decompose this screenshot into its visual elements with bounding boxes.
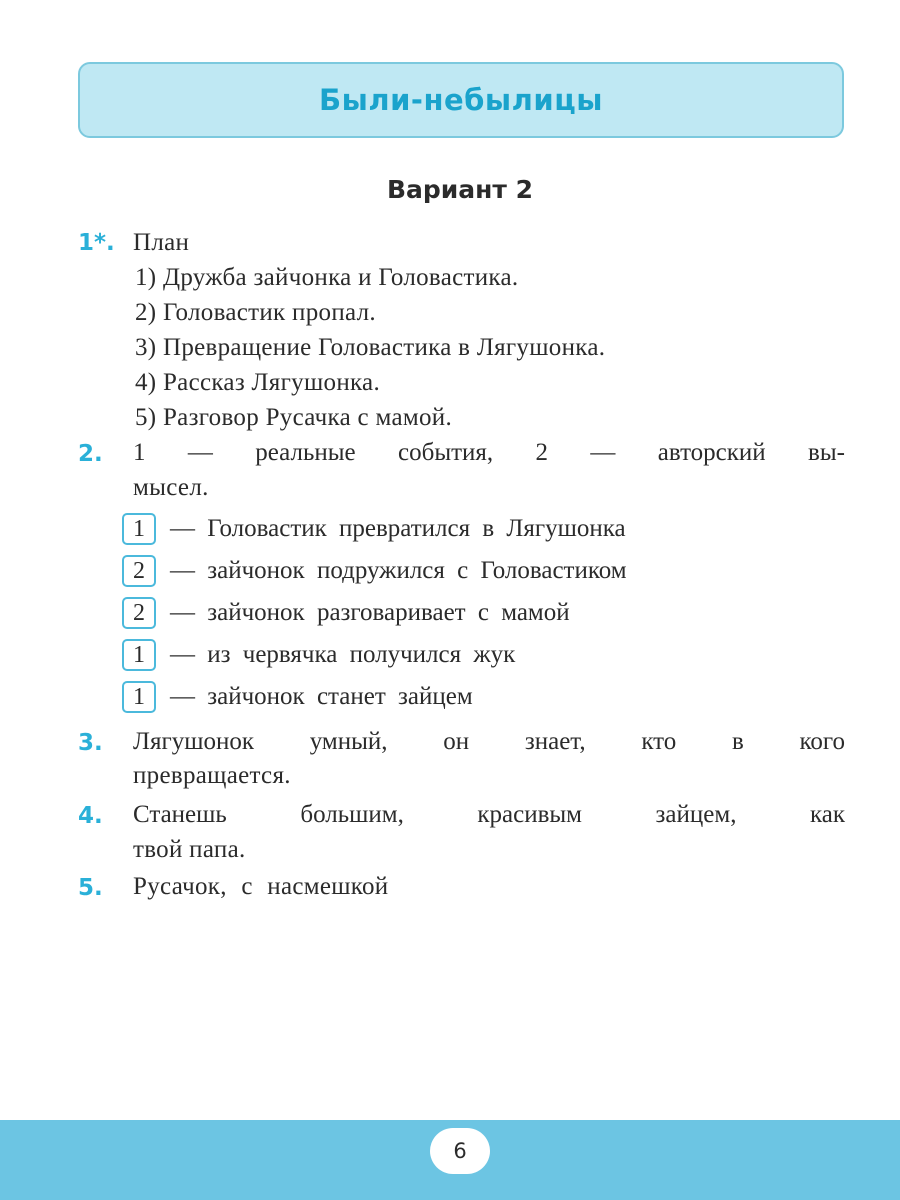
plan-item: 4) Рассказ Лягушонка. <box>135 369 381 396</box>
task-2-text-line: 1 — реальные события, 2 — авторский вы- <box>133 439 845 466</box>
task-1-number: 1*. <box>78 230 115 256</box>
variant-heading: Вариант 2 <box>386 175 534 204</box>
task-1-heading: План <box>133 229 190 256</box>
task-5-line: Русачок, с насмешкой <box>133 873 389 900</box>
answer-text: — зайчонок подружился с Головастиком <box>170 557 627 584</box>
task-5-number: 5. <box>78 875 103 901</box>
answer-text: — зайчонок станет зайцем <box>170 683 473 710</box>
plan-item: 5) Разговор Русачка с мамой. <box>135 404 452 431</box>
answer-row <box>122 512 626 546</box>
plan-item: 3) Превращение Головастика в Лягушонка. <box>135 334 606 361</box>
task-2-number: 2. <box>78 441 103 467</box>
answer-row <box>122 554 627 588</box>
task-4-line: Станешь большим, красивым зайцем, как <box>133 801 845 828</box>
answer-box: 1 <box>122 681 156 713</box>
task-3-line: Лягушонок умный, он знает, кто в кого <box>133 728 845 755</box>
chapter-title-banner <box>78 62 844 138</box>
answer-box: 2 <box>122 597 156 629</box>
answer-row <box>122 638 515 672</box>
task-3-line: превращается. <box>133 762 291 789</box>
task-4-number: 4. <box>78 803 103 829</box>
answer-box: 1 <box>122 639 156 671</box>
page-number: 6 <box>430 1128 490 1174</box>
answer-box: 2 <box>122 555 156 587</box>
task-4-line: твой папа. <box>133 836 246 863</box>
plan-item: 2) Головастик пропал. <box>135 299 376 326</box>
plan-item: 1) Дружба зайчонка и Головастика. <box>135 264 519 291</box>
task-3-number: 3. <box>78 730 103 756</box>
answer-row <box>122 680 473 714</box>
answer-row <box>122 596 570 630</box>
chapter-title: Были-небылицы <box>319 83 603 117</box>
answer-text: — из червячка получился жук <box>170 641 516 668</box>
answer-text: — зайчонок разговаривает с мамой <box>170 599 570 626</box>
answer-box: 1 <box>122 513 156 545</box>
task-2-text-line: мысел. <box>133 474 209 501</box>
answer-text: — Головастик превратился в Лягушонка <box>170 515 626 542</box>
